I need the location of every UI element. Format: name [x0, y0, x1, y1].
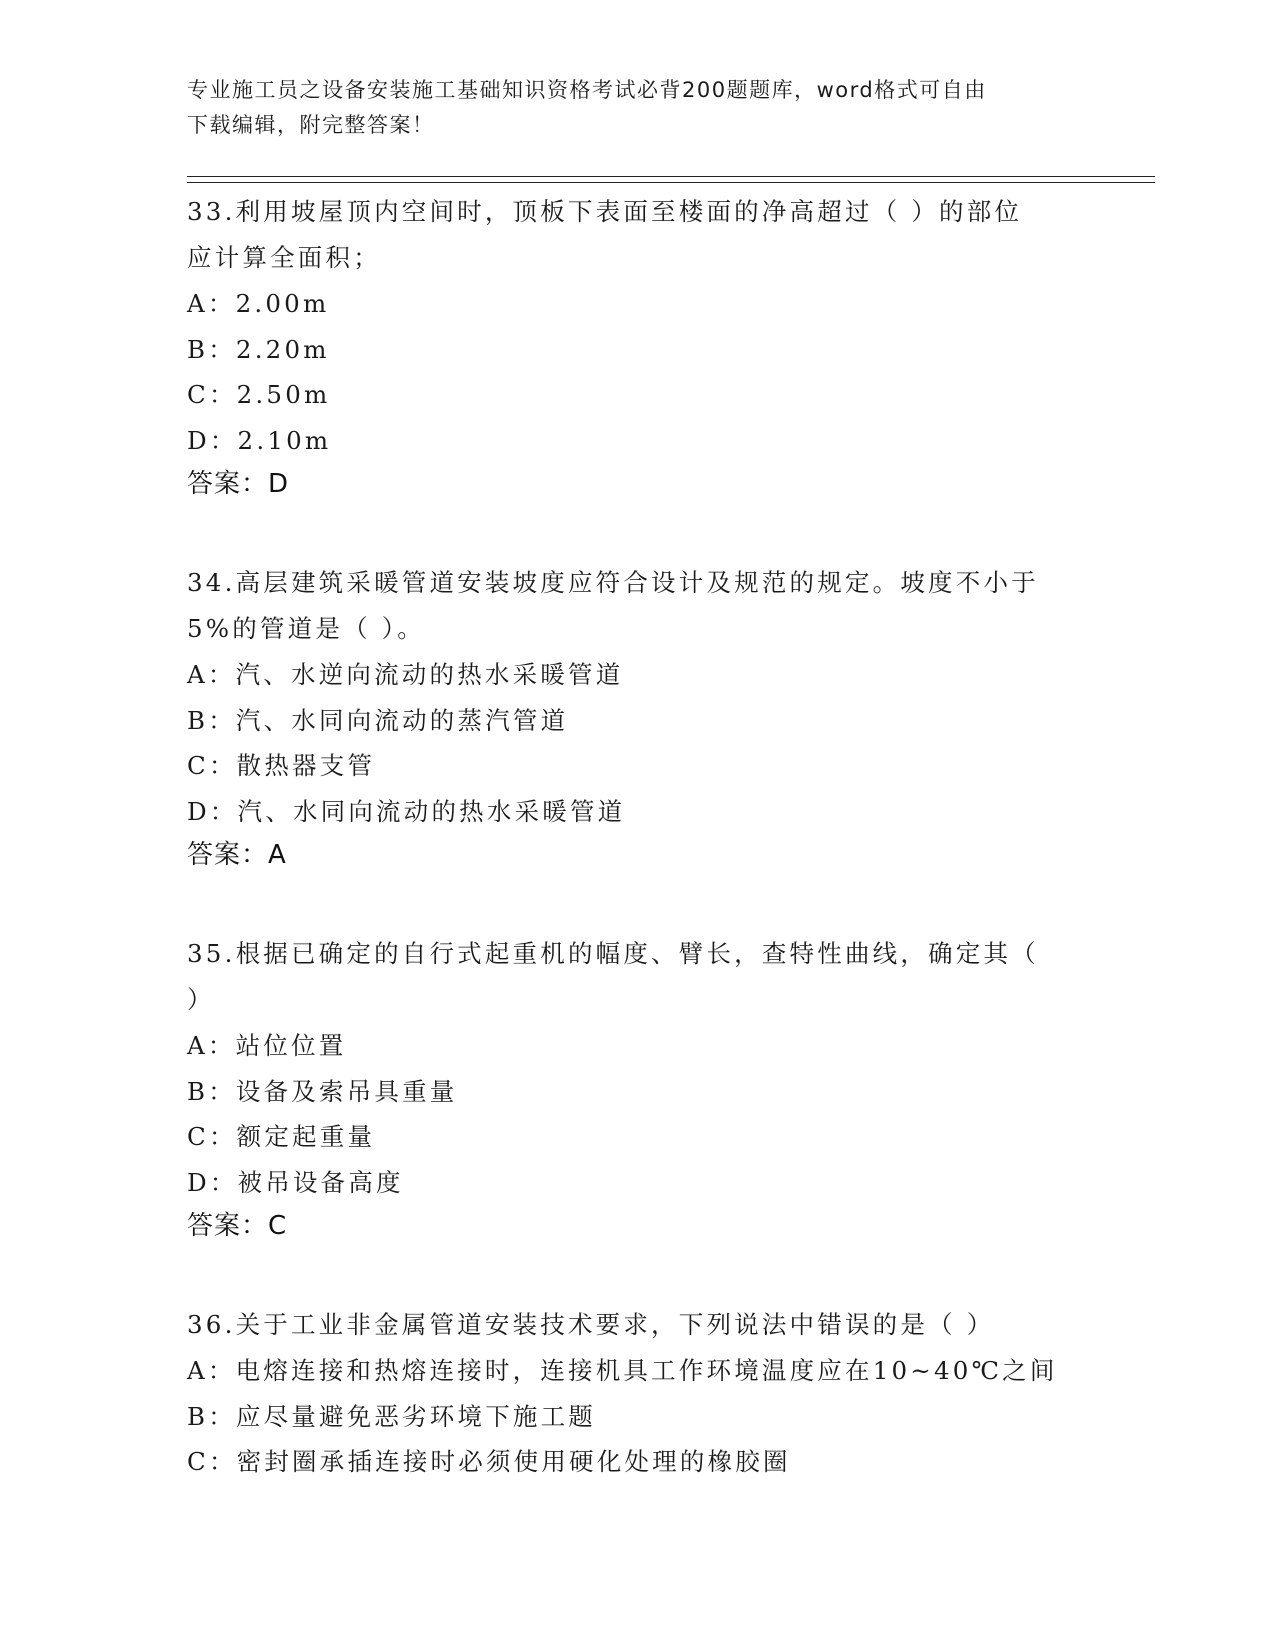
option-b: B：应尽量避免恶劣环境下施工题: [187, 1401, 597, 1431]
question-spacer: [187, 505, 1087, 560]
option-b: B：设备及索吊具重量: [187, 1076, 458, 1106]
answer-line: 答案：A: [187, 840, 287, 870]
option-a: A：电熔连接和热熔连接时，连接机具工作环境温度应在10~40℃之间: [187, 1356, 1058, 1385]
question-stem-line: ）: [187, 985, 215, 1014]
header-line-1: 专业施工员之设备安装施工基础知识资格考试必背200题题库，word格式可自由: [187, 78, 987, 102]
option-d: D：2.10m: [187, 425, 332, 455]
option-c: C：散热器支管: [187, 751, 376, 780]
option-c: C：2.50m: [187, 380, 331, 409]
option-b: B：2.20m: [187, 334, 330, 364]
option-c: C：额定起重量: [187, 1122, 376, 1151]
question-36: [187, 1302, 1087, 1485]
option-c: C：密封圈承插连接时必须使用硬化处理的橡胶圈: [187, 1447, 791, 1476]
question-stem-line: 应计算全面积；: [187, 243, 381, 272]
question-33: [187, 189, 1087, 505]
question-stem-line: 5%的管道是（ ）。: [187, 614, 425, 643]
option-b: B：汽、水同向流动的蒸汽管道: [187, 705, 569, 735]
page-header: [187, 73, 1067, 143]
answer-line: 答案：C: [187, 1211, 288, 1241]
question-stem-line: 35.根据已确定的自行式起重机的幅度、臂长，查特性曲线，确定其（: [187, 939, 1039, 968]
option-d: D：被吊设备高度: [187, 1167, 404, 1197]
answer-line: 答案：D: [187, 469, 290, 499]
question-list: [187, 189, 1087, 1485]
option-a: A：2.00m: [187, 289, 330, 318]
header-divider-top: [187, 176, 1155, 177]
question-34: [187, 560, 1087, 876]
question-stem-line: 34.高层建筑采暖管道安装坡度应符合设计及规范的规定。坡度不小于: [187, 568, 1039, 597]
option-d: D：汽、水同向流动的热水采暖管道: [187, 796, 626, 826]
question-spacer: [187, 1247, 1087, 1302]
option-a: A：汽、水逆向流动的热水采暖管道: [187, 660, 624, 689]
question-stem-line: 33.利用坡屋顶内空间时，顶板下表面至楼面的净高超过（ ）的部位: [187, 197, 1023, 226]
question-35: [187, 931, 1087, 1247]
question-stem-line: 36.关于工业非金属管道安装技术要求，下列说法中错误的是（ ）: [187, 1310, 995, 1339]
question-spacer: [187, 876, 1087, 931]
header-line-2: 下载编辑，附完整答案！: [187, 113, 435, 137]
option-a: A：站位位置: [187, 1031, 347, 1060]
header-divider-bottom: [187, 182, 1155, 183]
